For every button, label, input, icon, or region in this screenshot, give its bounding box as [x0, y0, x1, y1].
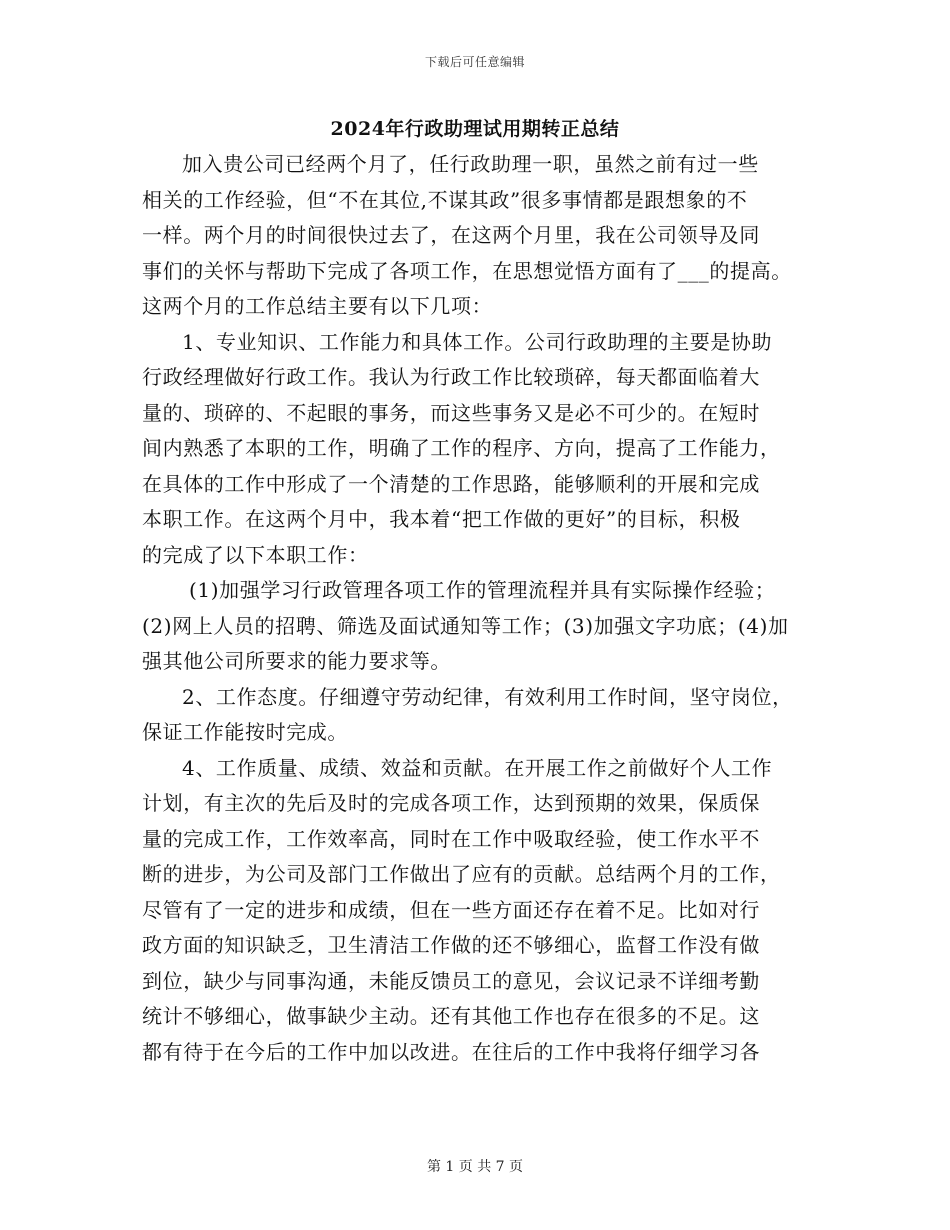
body-line: (2)网上人员的招聘、筛选及面试通知等工作；(3)加强文字功底；(4)加	[142, 613, 789, 638]
body-line: 4、工作质量、成绩、效益和贡献。在开展工作之前做好个人工作	[182, 755, 773, 780]
body-line: (1)加强学习行政管理各项工作的管理流程并具有实际操作经验；	[189, 578, 776, 602]
body-line: 保证工作能按时完成。	[142, 720, 348, 744]
body-line: 的完成了以下本职工作：	[142, 542, 369, 567]
body-line: 到位，缺少与同事沟通，未能反馈员工的意见，会议记录不详细考勤	[142, 968, 760, 993]
body-line: 事们的关怀与帮助下完成了各项工作，在思想觉悟方面有了___的提高。	[142, 258, 792, 283]
body-line: 都有待于在今后的工作中加以改进。在往后的工作中我将仔细学习各	[142, 1039, 760, 1064]
body-line: 间内熟悉了本职的工作，明确了工作的程序、方向，提高了工作能力，	[142, 436, 781, 460]
body-line: 统计不够细心，做事缺少主动。还有其他工作也存在很多的不足。这	[142, 1004, 760, 1028]
body-line: 行政经理做好行政工作。我认为行政工作比较琐碎，每天都面临着大	[142, 365, 760, 389]
body-line: 量的、琐碎的、不起眼的事务，而这些事务又是必不可少的。在短时	[142, 400, 760, 425]
body-line: 量的完成工作，工作效率高，同时在工作中吸取经验，使工作水平不	[142, 826, 760, 851]
body-line: 一样。两个月的时间很快过去了，在这两个月里，我在公司领导及同	[142, 223, 760, 247]
body-line: 尽管有了一定的进步和成绩，但在一些方面还存在着不足。比如对行	[142, 897, 760, 922]
body-line: 这两个月的工作总结主要有以下几项：	[142, 294, 493, 318]
body-line: 计划，有主次的先后及时的完成各项工作，达到预期的效果，保质保	[142, 791, 760, 815]
body-line: 2、工作态度。仔细遵守劳动纪律，有效利用工作时间，坚守岗位，	[182, 684, 793, 709]
body-line: 断的进步，为公司及部门工作做出了应有的贡献。总结两个月的工作，	[142, 862, 781, 886]
body-line: 相关的工作经验，但“不在其位,不谋其政”很多事情都是跟想象的不	[142, 187, 748, 212]
body-line: 加入贵公司已经两个月了，任行政助理一职，虽然之前有过一些	[182, 152, 759, 176]
document-title: 2024年行政助理试用期转正总结	[330, 118, 620, 140]
body-line: 1、专业知识、工作能力和具体工作。公司行政助理的主要是协助	[182, 329, 773, 354]
page-number: 第 1 页 共 7 页	[426, 1159, 524, 1175]
body-line: 强其他公司所要求的能力要求等。	[142, 649, 451, 673]
body-line: 本职工作。在这两个月中，我本着“把工作做的更好”的目标，积极	[142, 507, 741, 531]
body-line: 政方面的知识缺乏，卫生清洁工作做的还不够细心，监督工作没有做	[142, 933, 760, 957]
document-body	[142, 147, 832, 1070]
header-note: 下载后可任意编辑	[424, 55, 525, 69]
body-line: 在具体的工作中形成了一个清楚的工作思路，能够顺利的开展和完成	[142, 471, 760, 496]
